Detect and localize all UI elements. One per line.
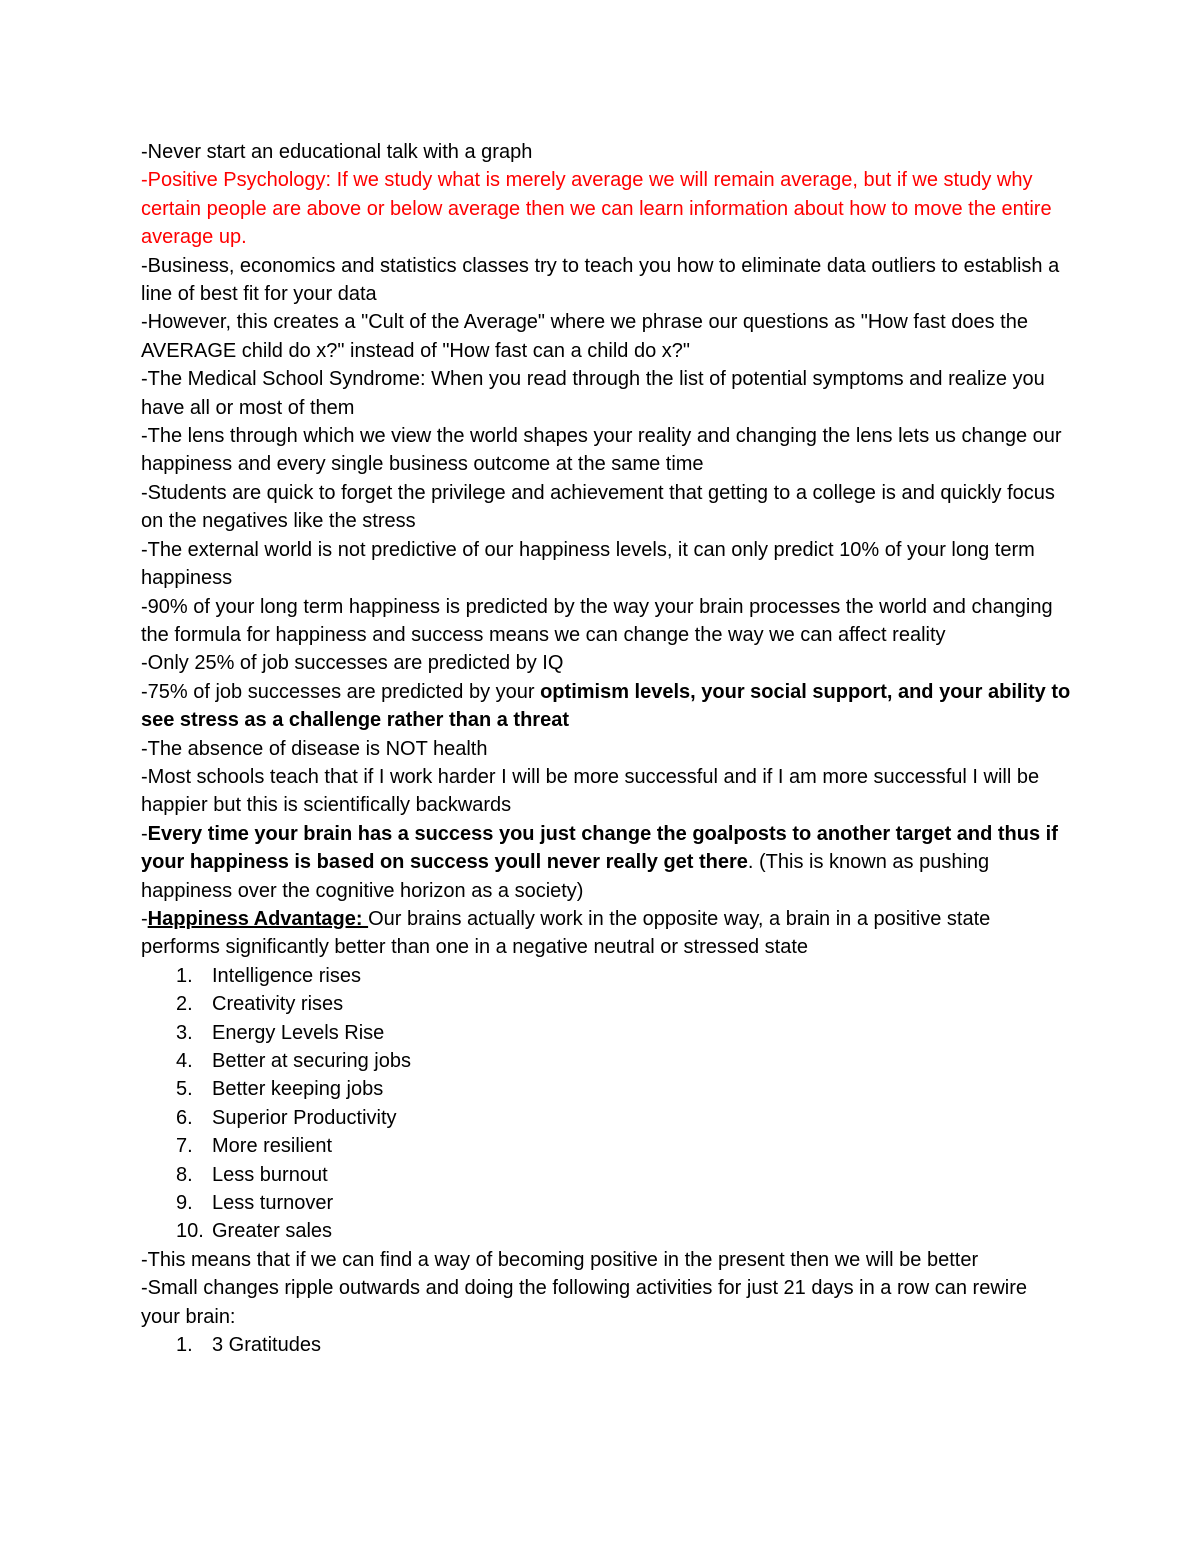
list-item-text: More resilient (212, 1135, 333, 1158)
list-item-number: 9. (176, 1192, 193, 1215)
list-item (141, 1075, 1071, 1103)
note-data-outliers: -Business, economics and statistics classes try to teach you how to eliminate data outliers to establish a line of best fit for your data (141, 254, 1060, 306)
list-item (141, 1331, 1071, 1359)
note-cult-of-average: -However, this creates a "Cult of the Average" where we phrase our questions as "How fast does the AVERAGE child do x?" instead of "How fast can a child do x?" (141, 311, 1028, 362)
list-item-text: Less turnover (212, 1192, 334, 1215)
list-item (141, 1132, 1071, 1160)
note-work-harder: -Most schools teach that if I work harder I will be more successful and if I am more successful I will be happier but this is scientifically backwards (141, 765, 1040, 817)
list-item-text: Greater sales (212, 1220, 333, 1243)
note-happiness-advantage (141, 905, 1071, 962)
list-item-text: Intelligence rises (212, 964, 361, 987)
list-item-text: Less burnout (212, 1163, 328, 1186)
note-happiness-advantage-dash: - (141, 907, 148, 930)
note-brain-processes: -90% of your long term happiness is predicted by the way your brain processes the world and changing the formula for happiness and success means we can change the way we can affect reality (141, 595, 1053, 646)
list-item-number: 3. (176, 1021, 193, 1044)
note-job-success-intro: -75% of job successes are predicted by your (141, 680, 541, 703)
note-job-success-predictors (141, 678, 1071, 735)
list-item-number: 7. (176, 1135, 193, 1158)
list-item-number: 8. (176, 1163, 193, 1186)
list-item-number: 10. (176, 1220, 204, 1243)
benefits-list (141, 962, 1071, 1246)
note-goalposts-tail: . (This is known as pushing happiness over the cognitive horizon as a society) (141, 851, 990, 902)
note-becoming-positive: -This means that if we can find a way of becoming positive in the present then we will be better (141, 1248, 979, 1271)
note-graph-rule: -Never start an educational talk with a graph (141, 141, 533, 163)
note-positive-psychology: -Positive Psychology: If we study what is merely average we will remain average, but if we study why certain people are above or below average then we can learn information about how to move the entire average up. (141, 169, 1052, 249)
list-item-text: Energy Levels Rise (212, 1021, 385, 1044)
list-item-text: Better at securing jobs (212, 1050, 411, 1072)
list-item (141, 1019, 1071, 1047)
note-goalposts-dash: - (141, 822, 148, 845)
note-goalposts (141, 820, 1071, 905)
list-item (141, 1104, 1071, 1132)
list-item-number: 6. (176, 1106, 193, 1129)
note-medical-school-syndrome: -The Medical School Syndrome: When you read through the list of potential symptoms and realize you have all or most of them (141, 368, 1045, 419)
list-item (141, 962, 1071, 990)
list-item-text: Better keeping jobs (212, 1078, 384, 1101)
note-iq: -Only 25% of job successes are predicted by IQ (141, 652, 564, 675)
list-item (141, 1161, 1071, 1189)
list-item-text: Superior Productivity (212, 1106, 397, 1129)
note-goalposts-bold: Every time your brain has a success you just change the goalposts to another target and thus if your happiness is based on success youll never really get there (141, 822, 1058, 874)
note-lens: -The lens through which we view the world shapes your reality and changing the lens lets us change our happiness and every single business outcome at the same time (141, 425, 1062, 476)
note-job-success-factors: optimism levels, your social support, and your ability to see stress as a challenge rather than a threat (141, 680, 1071, 732)
activities-list (141, 1331, 1071, 1359)
list-item-number: 4. (176, 1050, 193, 1072)
note-happiness-advantage-term: Happiness Advantage: (147, 907, 369, 930)
note-happiness-advantage-body: Our brains actually work in the opposite way, a brain in a positive state performs significantly better than one in a negative neutral or stressed state (141, 907, 991, 959)
list-item-text: Creativity rises (212, 993, 344, 1016)
list-item (141, 1189, 1071, 1217)
list-item (141, 990, 1071, 1018)
list-item-number: 1. (176, 964, 193, 987)
note-external-world: -The external world is not predictive of our happiness levels, it can only predict 10% of your long term happiness (141, 538, 1035, 590)
list-item-number: 5. (176, 1078, 193, 1101)
document-page (141, 138, 1071, 1359)
note-students: -Students are quick to forget the privilege and achievement that getting to a college is and quickly focus on the negatives like the stress (141, 481, 1055, 533)
list-item-number: 2. (176, 993, 193, 1016)
list-item-number: 1. (176, 1334, 193, 1357)
list-item (141, 1217, 1071, 1245)
note-absence-of-disease: -The absence of disease is NOT health (141, 737, 488, 760)
list-item (141, 1047, 1071, 1075)
list-item-text: 3 Gratitudes (212, 1334, 321, 1357)
note-small-changes: -Small changes ripple outwards and doing the following activities for just 21 days in a row can rewire your brain: (141, 1277, 1028, 1328)
